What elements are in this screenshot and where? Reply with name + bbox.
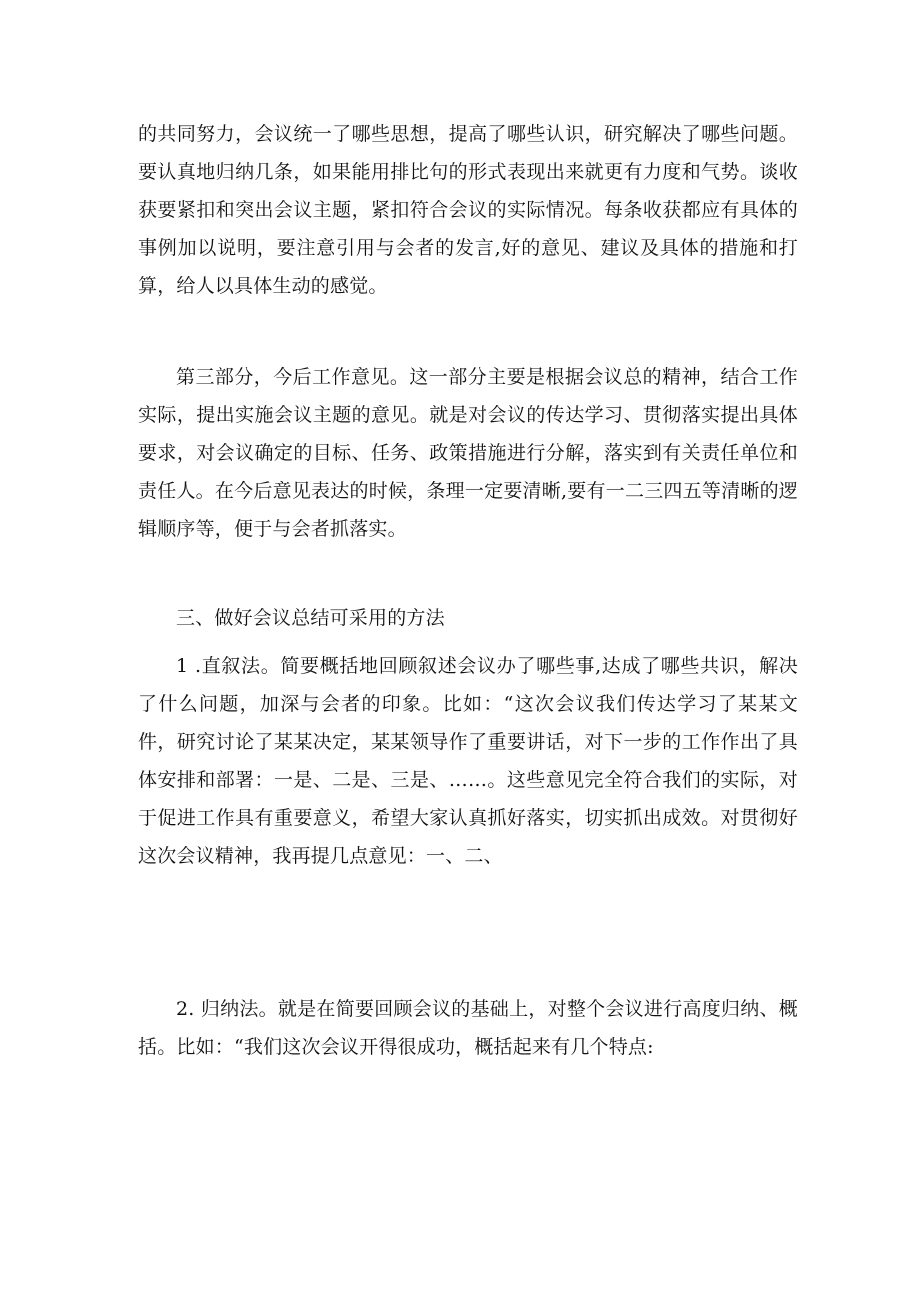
paragraph-part-three-future-work: 第三部分，今后工作意见。这一部分主要是根据会议总的精神，结合工作实际，提出实施会议主题的意见。就是对会议的传达学习、贯彻落实提出具体要求，对会议确定的目标、任务、政策措施进行分解，落实到有关责任单位和责任人。在今后意见表达的时候，条理一定要清晰,要有一二三四五等清晰的逻辑顺序等，便于与会者抓落实。 (138, 366, 798, 540)
paragraph-meeting-gains: 的共同努力，会议统一了哪些思想，提高了哪些认识，研究解决了哪些问题。要认真地归纳几条，如果能用排比句的形式表现出来就更有力度和气势。谈收获要紧扣和突出会议主题，紧扣符合会议的实际情况。每条收获都应有具体的事例加以说明，要注意引用与会者的发言,好的意见、建议及具体的措施和打算，给人以具体生动的感觉。 (138, 123, 798, 297)
paragraph-method-induction: 2. 归纳法。就是在简要回顾会议的基础上，对整个会议进行高度归纳、概括。比如：“我们这次会议开得很成功，概括起来有几个特点: (138, 998, 798, 1058)
section-heading-methods: 三、做好会议总结可采用的方法 (176, 607, 445, 629)
paragraph-method-direct-narration: 1 .直叙法。简要概括地回顾叙述会议办了哪些事,达成了哪些共识，解决了什么问题，加深与会者的印象。比如：“这次会议我们传达学习了某某文件，研究讨论了某某决定，某某领导作了重要讲话，对下一步的工作作出了具体安排和部署：一是、二是、三是、……。这些意见完全符合我们的实际，对于促进工作具有重要意义，希望大家认真抓好落实，切实抓出成效。对贯彻好这次会议精神，我再提几点意见：一、二、 (138, 655, 798, 867)
